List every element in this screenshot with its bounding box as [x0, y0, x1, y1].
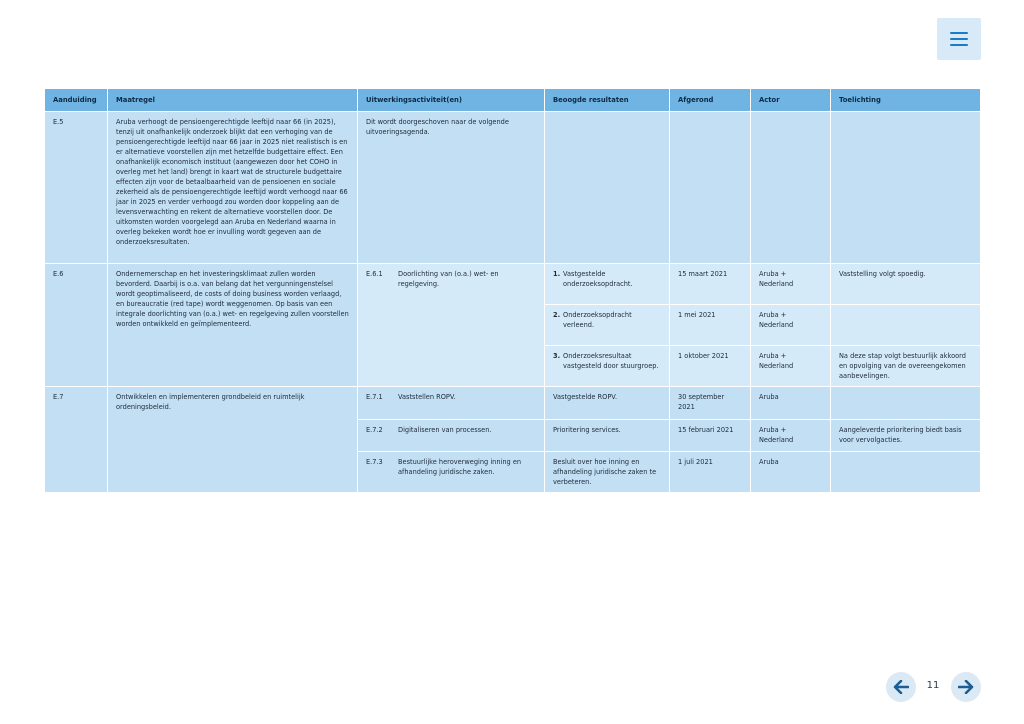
maatregel-cell: Ondernemerschap en het investeringsklimaat zullen worden bevorderd. Daarbij is o.a. van belang dat het vergunningenstelsel wordt geoptimaliseerd, de costs of doing business worden verlaagd, en bureaucratie (red tape) wordt weggenomen. Op basis van een integrale doorlichting van (o.a.) wet- en regelgeving zullen voorstellen worden ontwikkeld en geïmplementeerd.	[108, 264, 358, 387]
column-header: Beoogde resultaten	[545, 89, 670, 112]
maatregel-cell: Ontwikkelen en implementeren grondbeleid en ruimtelijk ordeningsbeleid.	[108, 387, 358, 493]
code-cell: E.7	[45, 387, 108, 493]
toelichting-cell	[831, 112, 981, 264]
table-header-row	[45, 89, 981, 112]
actor-cell: Aruba + Nederland	[751, 264, 831, 305]
result-number: 1.	[553, 270, 561, 278]
activiteit-text: Doorlichting van (o.a.) wet- en regelgeving.	[398, 270, 499, 288]
maatregel-cell: Aruba verhoogt de pensioengerechtigde leeftijd naar 66 (in 2025), tenzij uit onafhankelijk onderzoek blijkt dat een verhoging van de pensioengerechtigde leeftijd naar 66 jaar in 2025 niet realistisch is en er alternatieve voorstellen zijn met hetzelfde budgettaire effect. Een onafhankelijk economisch instituut (aangewezen door het COHO in overleg met het land) brengt in kaart wat de structurele budgettaire effecten zijn voor de betaalbaarheid van de pensioenen en sociale zekerheid als de pensioengerechtigde leeftijd wordt verhoogd naar 66 jaar in 2025 en verder verhoogd zou worden door koppeling aan de levensverwachting en rekent de alternatieve voorstellen door. De uitkomsten worden voorgelegd aan Aruba en Nederland waarna in overleg bekeken wordt hoe er invulling wordt gegeven aan de onderzoeksresultaten.	[108, 112, 358, 264]
toelichting-cell	[831, 305, 981, 346]
menu-button[interactable]	[937, 18, 981, 60]
column-header: Afgerond	[670, 89, 751, 112]
actor-cell	[751, 112, 831, 264]
activiteit-cell	[358, 452, 545, 493]
resultaat-cell	[545, 112, 670, 264]
result-number: 3.	[553, 352, 561, 360]
activiteit-number: E.6.1	[366, 270, 383, 278]
column-header: Uitwerkingsactiviteit(en)	[358, 89, 545, 112]
code-cell: E.6	[45, 264, 108, 387]
table-row	[45, 264, 981, 305]
resultaat-cell	[545, 305, 670, 346]
toelichting-cell: Na deze stap volgt bestuurlijk akkoord en opvolging van de overeengekomen aanbevelingen.	[831, 346, 981, 387]
resultaat-cell	[545, 264, 670, 305]
activiteit-number: E.7.1	[366, 393, 383, 401]
result-text: Onderzoeksresultaat vastgesteld door stuurgroep.	[563, 352, 659, 370]
toelichting-cell	[831, 387, 981, 420]
toelichting-cell	[831, 452, 981, 493]
activiteit-cell	[358, 387, 545, 420]
column-header: Aanduiding	[45, 89, 108, 112]
afgerond-cell: 15 maart 2021	[670, 264, 751, 305]
activiteit-cell: Dit wordt doorgeschoven naar de volgende uitvoeringsagenda.	[358, 112, 545, 264]
toelichting-cell: Aangeleverde prioritering biedt basis voor vervolgacties.	[831, 420, 981, 452]
afgerond-cell: 1 mei 2021	[670, 305, 751, 346]
next-page-button[interactable]	[951, 672, 981, 702]
page-number: 11	[926, 680, 940, 691]
actor-cell: Aruba + Nederland	[751, 305, 831, 346]
activiteit-cell	[358, 420, 545, 452]
column-header: Toelichting	[831, 89, 981, 112]
actor-cell: Aruba	[751, 452, 831, 493]
actor-cell: Aruba	[751, 387, 831, 420]
afgerond-cell	[670, 112, 751, 264]
activiteit-text: Bestuurlijke heroverweging inning en afhandeling juridische zaken.	[398, 458, 522, 476]
arrow-left-icon	[893, 680, 909, 694]
afgerond-cell: 15 februari 2021	[670, 420, 751, 452]
resultaat-cell	[545, 346, 670, 387]
actor-cell: Aruba + Nederland	[751, 346, 831, 387]
hamburger-menu-icon	[950, 32, 968, 34]
column-header: Actor	[751, 89, 831, 112]
table-row	[45, 112, 981, 264]
resultaat-cell: Vastgestelde ROPV.	[545, 387, 670, 420]
hamburger-menu-icon-line	[950, 38, 968, 40]
afgerond-cell: 1 juli 2021	[670, 452, 751, 493]
result-number: 2.	[553, 311, 561, 319]
result-text: Vastgestelde onderzoeksopdracht.	[563, 270, 633, 288]
table-row	[45, 387, 981, 420]
result-text: Onderzoeksopdracht verleend.	[563, 311, 632, 329]
code-cell: E.5	[45, 112, 108, 264]
afgerond-cell: 30 september 2021	[670, 387, 751, 420]
hamburger-menu-icon-line	[950, 44, 968, 46]
column-header: Maatregel	[108, 89, 358, 112]
activiteit-text: Vaststellen ROPV.	[398, 393, 456, 401]
toelichting-cell: Vaststelling volgt spoedig.	[831, 264, 981, 305]
arrow-right-icon	[958, 680, 974, 694]
activiteit-number: E.7.2	[366, 426, 383, 434]
activiteit-cell	[358, 264, 545, 387]
afgerond-cell: 1 oktober 2021	[670, 346, 751, 387]
previous-page-button[interactable]	[886, 672, 916, 702]
activiteit-text: Digitaliseren van processen.	[398, 426, 492, 434]
actor-cell: Aruba + Nederland	[751, 420, 831, 452]
resultaat-cell: Prioritering services.	[545, 420, 670, 452]
measures-table	[44, 88, 981, 493]
activiteit-number: E.7.3	[366, 458, 383, 466]
resultaat-cell: Besluit over hoe inning en afhandeling juridische zaken te verbeteren.	[545, 452, 670, 493]
